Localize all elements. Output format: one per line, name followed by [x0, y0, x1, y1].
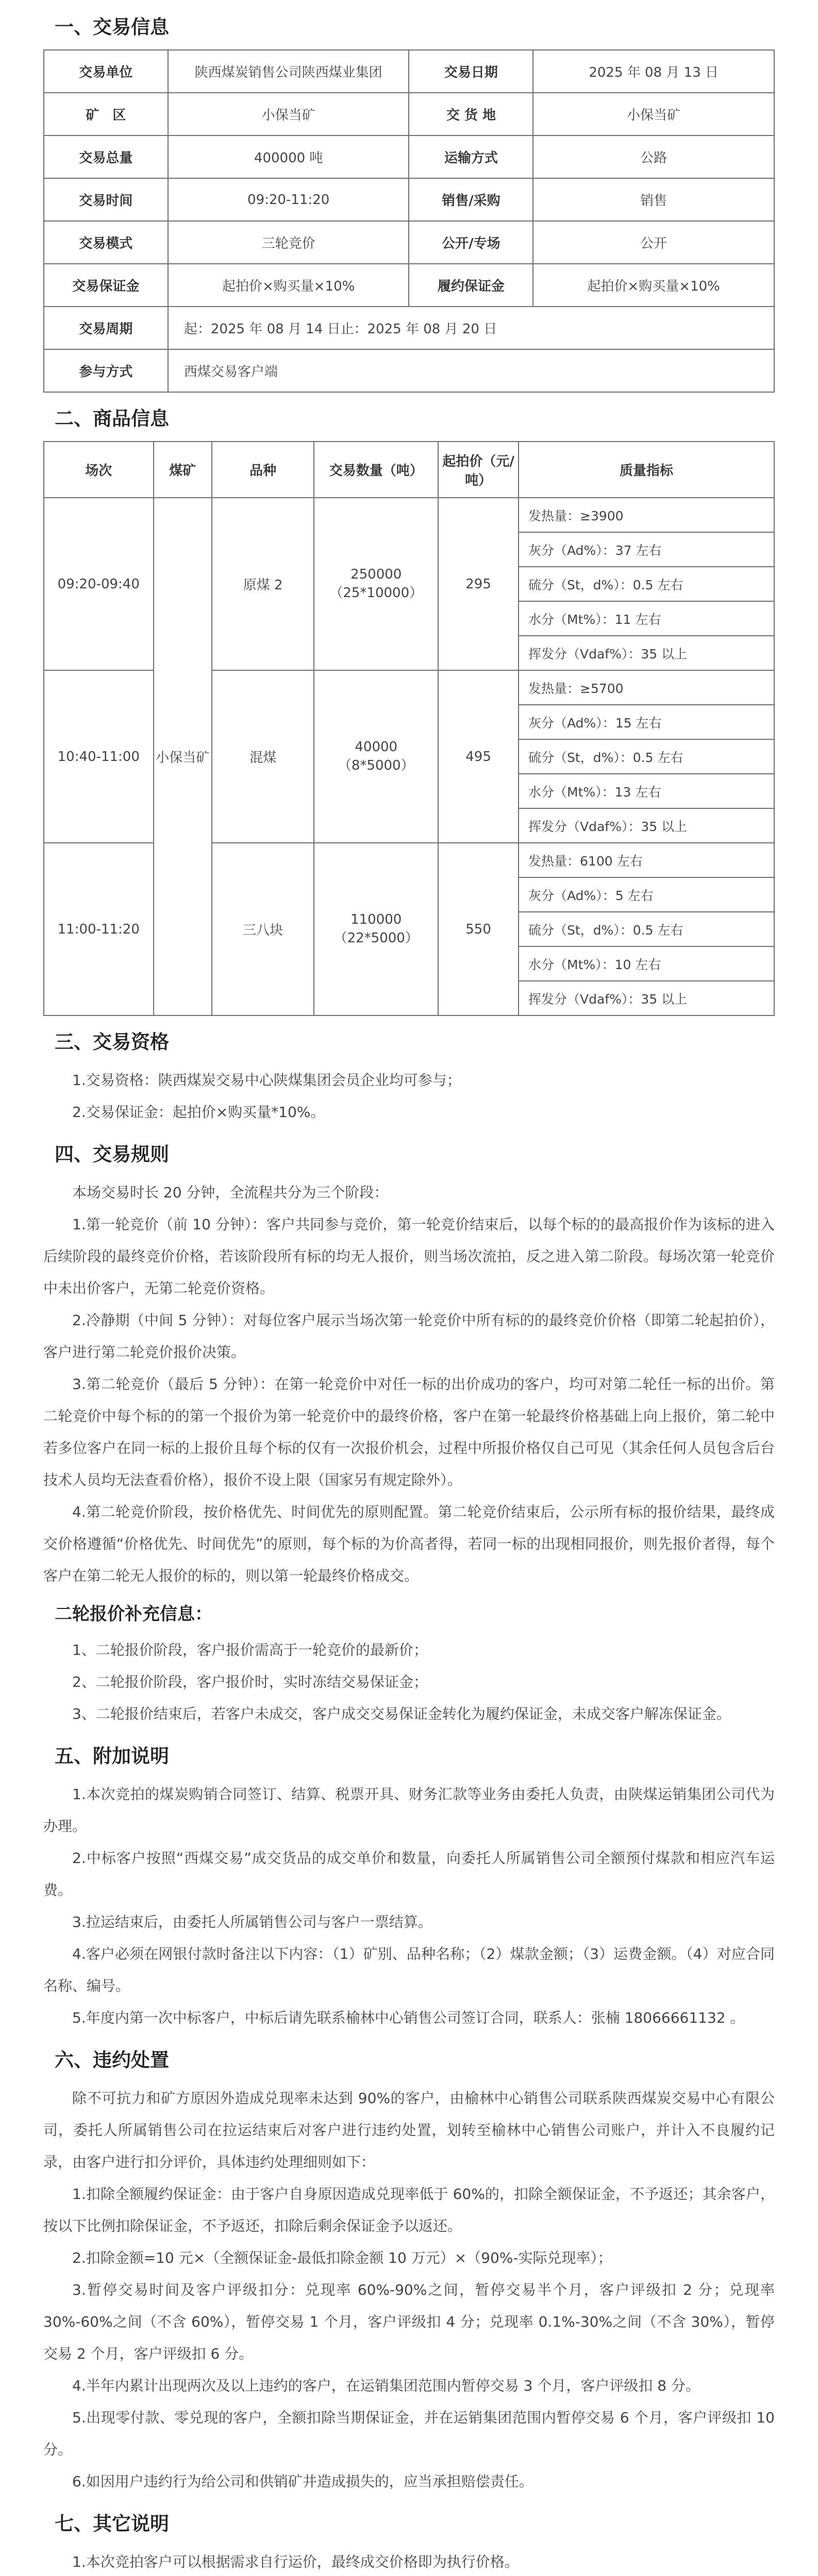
- field-label: 交易单位: [44, 50, 168, 93]
- quality-indicator: 水分（Mt%）：13 左右: [519, 774, 774, 808]
- start-price: 295: [438, 498, 519, 670]
- trade-quantity: [314, 843, 438, 1015]
- quality-indicator: 硫分（St，d%）：0.5 左右: [519, 912, 774, 946]
- trade-info-row: [44, 178, 774, 221]
- paragraph: 5.年度内第一次中标客户，中标后请先联系榆林中心销售公司签订合同，联系人：张楠 18066661132 。: [72, 2009, 745, 2026]
- field-label: 公开/专场: [409, 221, 533, 264]
- goods-info-table: [43, 441, 775, 1016]
- field-label: 交 货 地: [409, 93, 533, 135]
- field-label: 交易周期: [44, 307, 168, 349]
- trade-quantity: [314, 670, 438, 843]
- paragraph: 5.出现零付款、零兑现的客户，全额扣除当期保证金，并在运销集团范围内暂停交易 6 个月，客户评级扣 10 分。: [43, 2409, 775, 2458]
- field-value: 小保当矿: [168, 93, 409, 135]
- paragraph: 2.扣除金额=10 元×（全额保证金-最低扣除金额 10 万元）×（90%-实际兑现率）；: [72, 2249, 612, 2266]
- trade-info-row: [44, 349, 774, 392]
- paragraph: 1.本次竞拍的煤炭购销合同签订、结算、税票开具、财务汇款等业务由委托人负责，由陕煤运销集团公司代为办理。: [43, 1786, 775, 1835]
- session-time: 11:00-11:20: [44, 843, 154, 1015]
- section-title-trade-info: 一、交易信息: [55, 16, 169, 38]
- field-label: 销售/采购: [409, 178, 533, 221]
- quality-indicator: 挥发分（Vdaf%）：35 以上: [519, 981, 774, 1015]
- quantity-breakdown: （25*10000）: [329, 585, 423, 601]
- breach-text: [43, 2082, 775, 2498]
- other-text: [43, 2546, 775, 2576]
- field-value: 09:20-11:20: [168, 178, 409, 221]
- start-price: 550: [438, 843, 519, 1015]
- column-header: 品种: [212, 442, 314, 498]
- section-title-rules: 四、交易规则: [55, 1143, 169, 1165]
- field-label: 交易模式: [44, 221, 168, 264]
- quality-indicator: 挥发分（Vdaf%）：35 以上: [519, 636, 774, 670]
- coal-variety: 原煤 2: [212, 498, 314, 670]
- paragraph: 1、二轮报价阶段，客户报价需高于一轮竞价的最新价；: [72, 1641, 428, 1658]
- field-label: 交易总量: [44, 135, 168, 178]
- mine-name: 小保当矿: [154, 498, 212, 1015]
- field-value: 起拍价×购买量×10%: [533, 264, 774, 307]
- paragraph: 3.暂停交易时间及客户评级扣分：兑现率 60%-90%之间，暂停交易半个月，客户评级扣 2 分；兑现率 30%-60%之间（不含 60%），暂停交易 1 个月，客户评级扣 4 分；兑现率 0.1%-30%之间（不含 30%），暂停交易 2 个月，客户评级扣 6 分。: [43, 2281, 775, 2362]
- quantity-breakdown: （22*5000）: [333, 930, 419, 946]
- paragraph: 3.第二轮竞价（最后 5 分钟）：在第一轮竞价中对任一标的出价成功的客户，均可对第二轮任一标的出价。第二轮竞价中每个标的的第一个报价为第一轮竞价中的最终价格，客户在第一轮最终价格基础上向上报价，第二轮中若多位客户在同一标的上报价且每个标的仅有一次报价机会，过程中所报价格仅自己可见（其余任何人员包含后台技术人员均无法查看价格），报价不设上限（国家另有规定除外）。: [43, 1376, 775, 1488]
- qualification-text: [43, 1064, 775, 1128]
- paragraph: 6.如因用户违约行为给公司和供销矿井造成损失的，应当承担赔偿责任。: [72, 2473, 533, 2490]
- quality-indicator: 发热量：≥3900: [519, 498, 774, 532]
- field-value: 销售: [533, 178, 774, 221]
- field-value: 2025 年 08 月 13 日: [533, 50, 774, 93]
- quality-indicator: 水分（Mt%）：11 左右: [519, 601, 774, 636]
- trade-info-row: [44, 93, 774, 135]
- session-time: 09:20-09:40: [44, 498, 154, 670]
- paragraph: 4.客户必须在网银付款时备注以下内容：（1）矿别、品种名称；（2）煤款金额；（3）运费金额。（4）对应合同名称、编号。: [43, 1945, 775, 1994]
- paragraph: 2.交易保证金：起拍价×购买量*10%。: [72, 1104, 325, 1121]
- column-header: 煤矿: [154, 442, 212, 498]
- trade-quantity: [314, 498, 438, 670]
- trade-info-row: [44, 307, 774, 349]
- paragraph: 4.第二轮竞价阶段，按价格优先、时间优先的原则配置。第二轮竞价结束后，公示所有标的报价结果，最终成交价格遵循“价格优先、时间优先”的原则，每个标的为价高者得，若同一标的出现相同报价，则先报价者得，每个客户在第二轮无人报价的标的，则以第一轮最终价格成交。: [43, 1503, 775, 1584]
- quantity-total: 40000: [355, 739, 398, 755]
- field-value: 公开: [533, 221, 774, 264]
- trade-info-row: [44, 135, 774, 178]
- start-price: 495: [438, 670, 519, 843]
- field-value: 小保当矿: [533, 93, 774, 135]
- quality-indicator: 发热量：≥5700: [519, 670, 774, 705]
- paragraph: 1.交易资格：陕西煤炭交易中心陕煤集团会员企业均可参与；: [72, 1072, 461, 1089]
- field-value: 公路: [533, 135, 774, 178]
- paragraph: 2.中标客户按照“西煤交易”成交货品的成交单价和数量，向委托人所属销售公司全额预付煤款和相应汽车运费。: [43, 1850, 775, 1899]
- paragraph: 1.第一轮竞价（前 10 分钟）：客户共同参与竞价，第一轮竞价结束后，以每个标的的最高报价作为该标的进入后续阶段的最终竞价价格，若该阶段所有标的均无人报价，则当场次流拍，反之进入第二阶段。每场次第一轮竞价中未出价客户，无第二轮竞价资格。: [43, 1216, 775, 1297]
- field-label: 矿 区: [44, 93, 168, 135]
- paragraph: 3、二轮报价结束后，若客户未成交，客户成交交易保证金转化为履约保证金，未成交客户解冻保证金。: [72, 1705, 731, 1722]
- section-title-breach: 六、违约处置: [55, 2049, 169, 2071]
- trade-info-table: [43, 49, 775, 393]
- quality-indicator: 水分（Mt%）：10 左右: [519, 946, 774, 981]
- coal-variety: 混煤: [212, 670, 314, 843]
- coal-variety: 三八块: [212, 843, 314, 1015]
- section-title-other: 七、其它说明: [55, 2513, 169, 2535]
- trade-info-row: [44, 221, 774, 264]
- column-header: 质量指标: [519, 442, 774, 498]
- field-value: 起拍价×购买量×10%: [168, 264, 409, 307]
- quantity-breakdown: （8*5000）: [338, 758, 414, 773]
- column-header: 场次: [44, 442, 154, 498]
- session-time: 10:40-11:00: [44, 670, 154, 843]
- round-two-text: [43, 1634, 775, 1730]
- section-title-qualification: 三、交易资格: [55, 1031, 169, 1053]
- quality-indicator: 灰分（Ad%）：37 左右: [519, 532, 774, 567]
- field-value: 陕西煤炭销售公司陕西煤业集团: [168, 50, 409, 93]
- paragraph: 2、二轮报价阶段，客户报价时，实时冻结交易保证金；: [72, 1673, 428, 1690]
- field-label: 交易时间: [44, 178, 168, 221]
- quality-indicator: 硫分（St，d%）：0.5 左右: [519, 567, 774, 601]
- field-value: 三轮竞价: [168, 221, 409, 264]
- paragraph: 1.扣除全额履约保证金：由于客户自身原因造成兑现率低于 60%的，扣除全额保证金，不予返还；其余客户，按以下比例扣除保证金，不予返还，扣除后剩余保证金予以返还。: [43, 2185, 775, 2234]
- field-label: 参与方式: [44, 349, 168, 392]
- section-title-additional: 五、附加说明: [55, 1745, 169, 1767]
- quality-indicator: 硫分（St，d%）：0.5 左右: [519, 739, 774, 774]
- paragraph: 除不可抗力和矿方原因外造成兑现率未达到 90%的客户，由榆林中心销售公司联系陕西煤炭交易中心有限公司，委托人所属销售公司在拉运结束后对客户进行违约处置，划转至榆林中心销售公司账户，并计入不良履约记录，由客户进行扣分评价，具体违约处理细则如下：: [43, 2090, 775, 2171]
- paragraph: 2.冷静期（中间 5 分钟）：对每位客户展示当场次第一轮竞价中所有标的的最终竞价价格（即第二轮起拍价），客户进行第二轮竞价报价决策。: [43, 1312, 775, 1361]
- quality-indicator: 灰分（Ad%）：5 左右: [519, 877, 774, 912]
- rules-text: [43, 1177, 775, 1592]
- table-row: [44, 498, 774, 532]
- column-header: 起拍价（元/吨）: [438, 442, 519, 498]
- paragraph: 4.半年内累计出现两次及以上违约的客户，在运销集团范围内暂停交易 3 个月，客户评级扣 8 分。: [72, 2377, 700, 2394]
- field-label: 运输方式: [409, 135, 533, 178]
- field-label: 履约保证金: [409, 264, 533, 307]
- trade-info-row: [44, 264, 774, 307]
- quality-indicator: 挥发分（Vdaf%）：35 以上: [519, 808, 774, 843]
- field-label: 交易保证金: [44, 264, 168, 307]
- trade-info-row: [44, 50, 774, 93]
- quality-indicator: 灰分（Ad%）：15 左右: [519, 705, 774, 739]
- quantity-total: 110000: [350, 912, 402, 927]
- subsection-title-round-two: 二轮报价补充信息：: [55, 1604, 212, 1624]
- field-value: 起：2025 年 08 月 14 日止：2025 年 08 月 20 日: [168, 307, 774, 349]
- paragraph: 1.本次竞拍客户可以根据需求自行运价，最终成交价格即为执行价格。: [72, 2553, 519, 2570]
- paragraph: 本场交易时长 20 分钟，全流程共分为三个阶段：: [72, 1184, 389, 1201]
- column-header: 交易数量（吨）: [314, 442, 438, 498]
- quality-indicator: 发热量：6100 左右: [519, 843, 774, 877]
- field-value: 400000 吨: [168, 135, 409, 178]
- section-title-goods-info: 二、商品信息: [55, 408, 169, 430]
- paragraph: 3.拉运结束后，由委托人所属销售公司与客户一票结算。: [72, 1913, 432, 1930]
- field-value: 西煤交易客户端: [168, 349, 774, 392]
- quantity-total: 250000: [350, 567, 402, 582]
- additional-text: [43, 1778, 775, 2034]
- field-label: 交易日期: [409, 50, 533, 93]
